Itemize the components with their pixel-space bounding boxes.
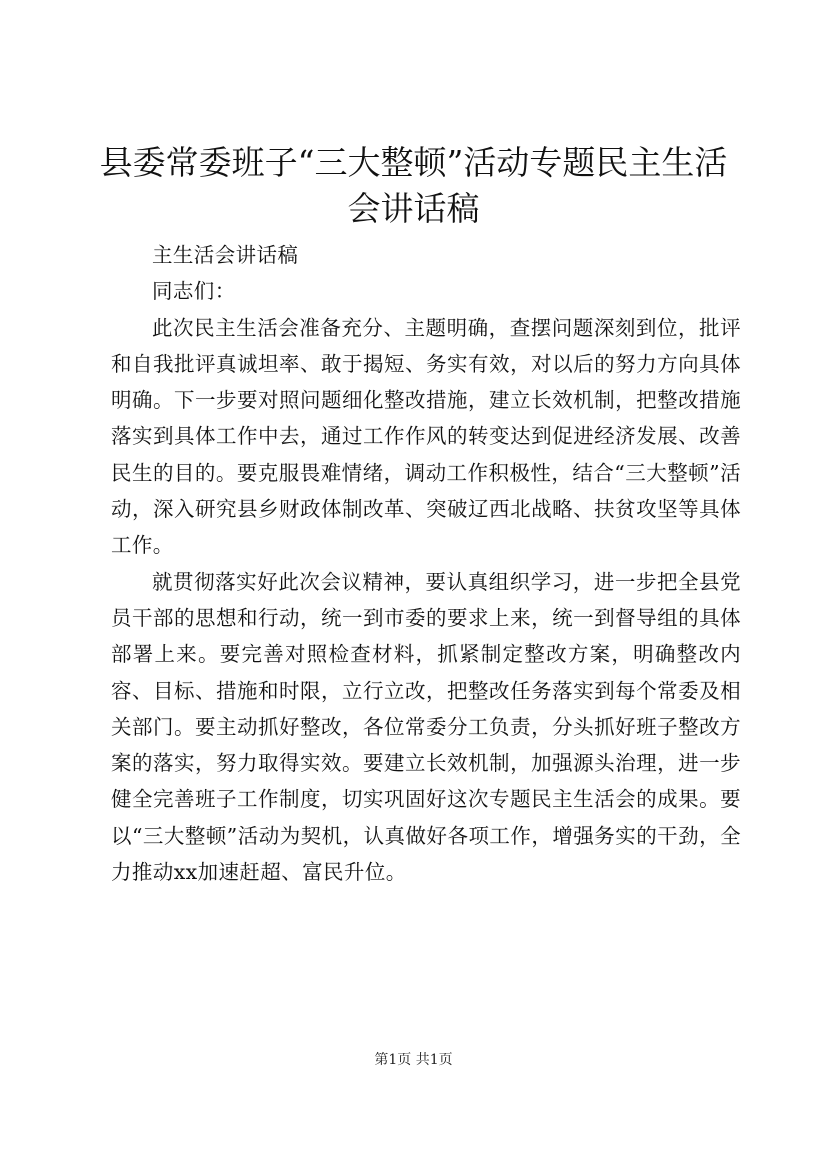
title-line-1: 县委常委班子“三大整顿”活动专题民主生活	[99, 143, 728, 182]
document-body	[111, 237, 741, 890]
page-footer: 第1页 共1页	[374, 1052, 453, 1068]
paragraph-subtitle: 主生活会讲话稿	[152, 243, 299, 267]
title-line-2: 会讲话稿	[347, 189, 480, 228]
document-title	[70, 140, 757, 232]
paragraph-2: 就贯彻落实好此次会议精神，要认真组织学习，进一步把全县党员干部的思想和行动，统一到市委的要求上来，统一到督导组的具体部署上来。要完善对照检查材料，抓紧制定整改方案，明确整改内容、目标、措施和时限，立行立改，把整改任务落实到每个常委及相关部门。要主动抓好整改，各位常委分工负责，分头抓好班子整改方案的落实，努力取得实效。要建立长效机制，加强源头治理，进一步健全完善班子工作制度，切实巩固好这次专题民主生活会的成果。要以“三大整顿”活动为契机，认真做好各项工作，增强务实的干劲，全力推动xx加速赶超、富民升位。	[111, 569, 741, 885]
paragraph-salutation: 同志们：	[152, 279, 236, 304]
paragraph-1: 此次民主生活会准备充分、主题明确，查摆问题深刻到位，批评和自我批评真诚坦率、敢于揭短、务实有效，对以后的努力方向具体明确。下一步要对照问题细化整改措施，建立长效机制，把整改措施落实到具体工作中去，通过工作作风的转变达到促进经济发展、改善民生的目的。要克服畏难情绪，调动工作积极性，结合“三大整顿”活动，深入研究县乡财政体制改革、突破辽西北战略、扶贫攻坚等具体工作。	[111, 315, 741, 558]
